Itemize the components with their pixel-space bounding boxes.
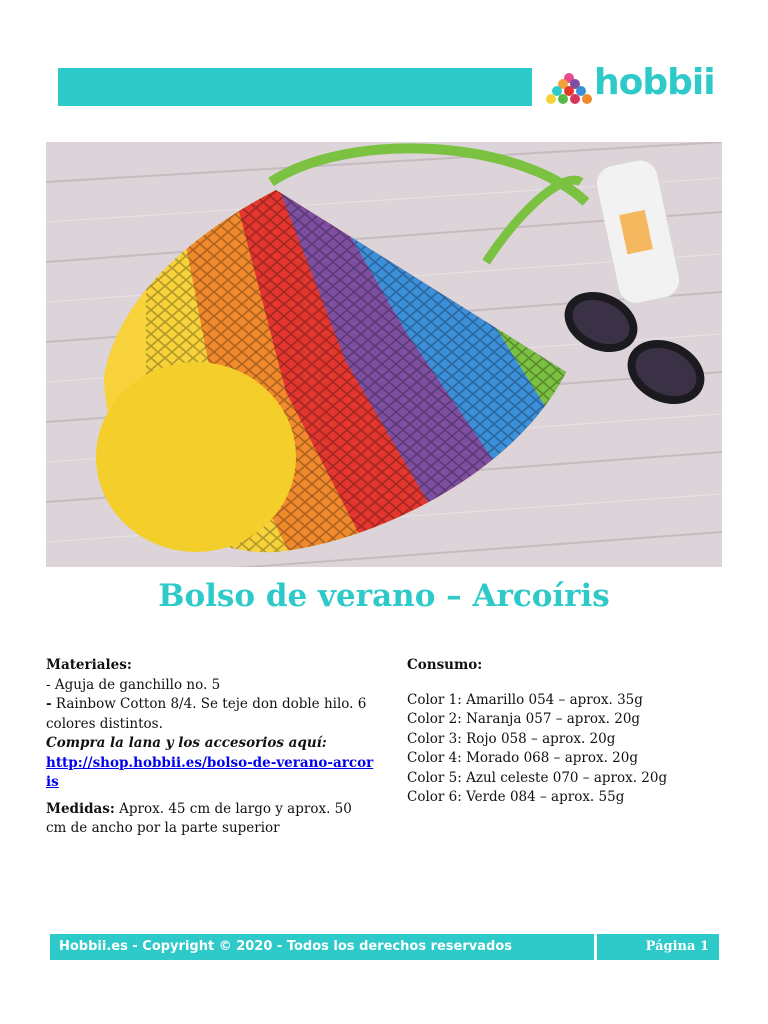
consumption-section bbox=[407, 656, 737, 808]
measures-label: Medidas: bbox=[46, 800, 115, 817]
materials-line: - Aguja de ganchillo no. 5 bbox=[46, 676, 221, 693]
materials-line bbox=[46, 695, 376, 734]
measures-text: Aprox. 45 cm de largo y aprox. 50 cm de ancho por la parte superior bbox=[46, 800, 352, 836]
list-item: Color 1: Amarillo 054 – aprox. 35g bbox=[407, 691, 643, 708]
hobbii-logo[interactable] bbox=[546, 62, 726, 110]
header-bar bbox=[58, 68, 532, 106]
materials-dash: - bbox=[46, 696, 52, 712]
list-item: Color 3: Rojo 058 – aprox. 20g bbox=[407, 730, 616, 747]
footer-copyright: Hobbii.es - Copyright © 2020 - Todos los derechos reservados bbox=[50, 934, 594, 960]
logo-wordmark: hobbii bbox=[594, 62, 715, 103]
footer bbox=[50, 934, 719, 960]
list-item: Color 4: Morado 068 – aprox. 20g bbox=[407, 750, 638, 766]
measures-line bbox=[46, 800, 376, 839]
materials-heading: Materiales: bbox=[46, 657, 132, 673]
materials-section bbox=[46, 656, 376, 839]
page-title: Bolso de verano – Arcoíris bbox=[158, 578, 610, 614]
shop-link[interactable]: http://shop.hobbii.es/bolso-de-verano-arcoris bbox=[46, 754, 374, 790]
materials-yarn-text: Rainbow Cotton 8/4. Se teje don doble hilo. 6 colores distintos. bbox=[46, 696, 367, 732]
list-item: Color 6: Verde 084 – aprox. 55g bbox=[407, 789, 625, 805]
page-number: Página 1 bbox=[597, 934, 719, 960]
list-item: Color 5: Azul celeste 070 – aprox. 20g bbox=[407, 769, 668, 786]
consumption-heading: Consumo: bbox=[407, 657, 483, 673]
yarn-balls-icon bbox=[546, 72, 592, 106]
rainbow-crochet-bag-photo bbox=[46, 142, 722, 567]
list-item: Color 2: Naranja 057 – aprox. 20g bbox=[407, 711, 641, 727]
shop-label: Compra la lana y los accesorios aquí: bbox=[46, 735, 327, 751]
